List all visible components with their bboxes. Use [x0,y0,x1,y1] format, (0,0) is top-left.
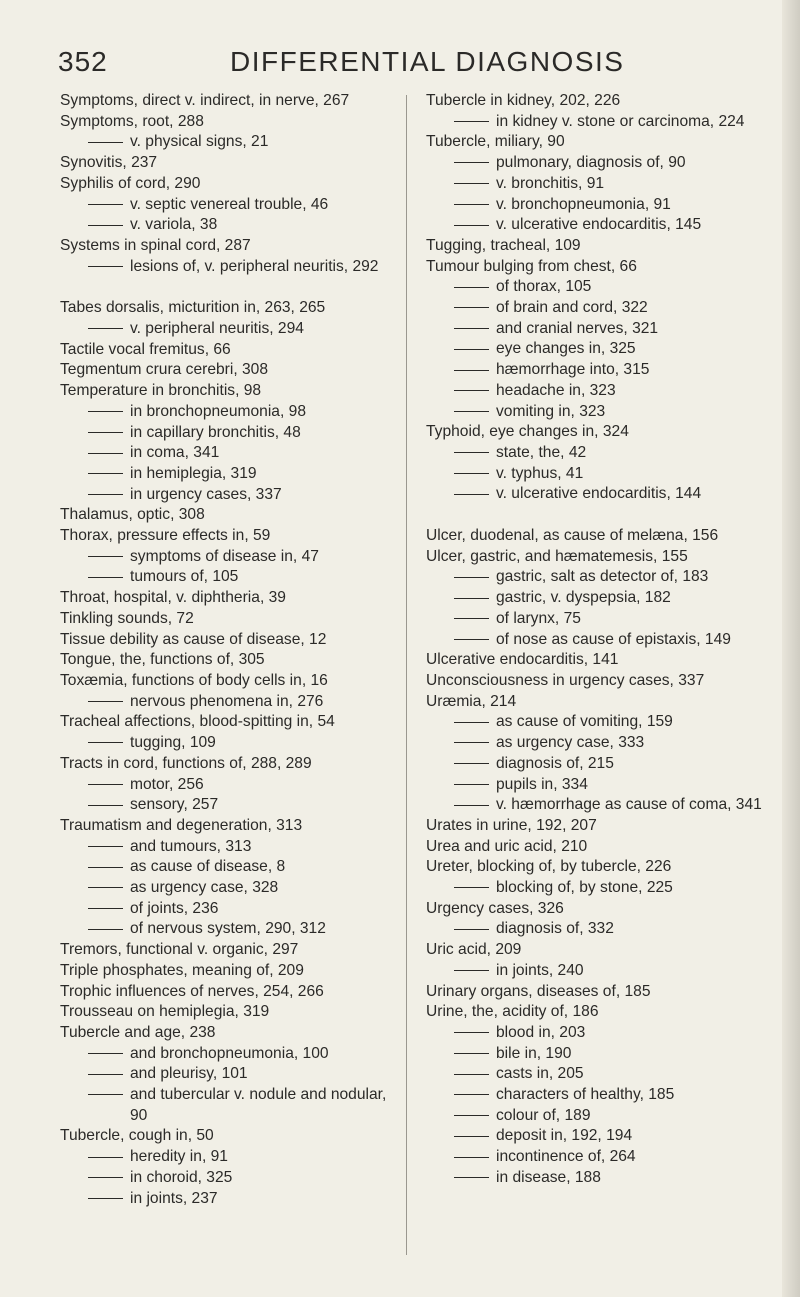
index-entry [426,650,764,671]
index-column-left [60,91,392,1209]
index-subentry [60,257,392,278]
ditto-dash [88,1198,123,1199]
entry-text: and tubercular v. nodule and nodular, 90 [130,1086,387,1124]
entry-text: in capillary bronchitis, 48 [130,423,301,441]
index-subentry [60,567,392,588]
ditto-dash [88,784,123,785]
ditto-dash [454,1032,489,1033]
ditto-dash [88,204,123,205]
entry-text: in urgency cases, 337 [130,485,282,503]
index-subentry [426,319,764,340]
entry-text: as cause of vomiting, 159 [496,713,673,731]
entry-text: vomiting in, 323 [496,402,606,420]
entry-text: v. septic venereal trouble, 46 [130,195,329,213]
entry-text: and bronchopneumonia, 100 [130,1044,329,1062]
index-entry [60,91,392,112]
index-subentry [426,588,764,609]
entry-text: Symptoms, root, 288 [60,112,204,130]
ditto-dash [88,867,123,868]
entry-text: as urgency case, 333 [496,734,645,752]
entry-text: in joints, 237 [130,1189,218,1207]
ditto-dash [88,473,123,474]
index-subentry [60,919,392,940]
index-subentry [426,754,764,775]
entry-text: of thorax, 105 [496,278,592,296]
entry-text: v. ulcerative endocarditis, 145 [496,216,702,234]
entry-text: and cranial nerves, 321 [496,319,659,337]
ditto-dash [88,1074,123,1075]
index-subentry [60,547,392,568]
index-subentry [426,381,764,402]
index-entry [60,526,392,547]
ditto-dash [88,328,123,329]
entry-text: Unconsciousness in urgency cases, 337 [426,671,705,689]
index-subentry [426,1168,764,1189]
index-entry [426,547,764,568]
index-subentry [60,775,392,796]
entry-text: gastric, salt as detector of, 183 [496,568,709,586]
index-entry [60,381,392,402]
ditto-dash [454,204,489,205]
index-subentry [60,733,392,754]
entry-text: Trousseau on hemiplegia, 319 [60,1003,270,1021]
entry-text: of larynx, 75 [496,609,581,627]
ditto-dash [454,452,489,453]
entry-text: Ulcer, gastric, and hæmatemesis, 155 [426,547,688,565]
index-subentry [426,733,764,754]
index-entry [426,1002,764,1023]
ditto-dash [454,162,489,163]
index-entry [60,505,392,526]
index-subentry [426,443,764,464]
entry-text: lesions of, v. peripheral neuritis, 292 [130,257,379,275]
entry-text: of joints, 236 [130,899,219,917]
entry-text: Urinary organs, diseases of, 185 [426,982,651,1000]
entry-text: Typhoid, eye changes in, 324 [426,423,629,441]
entry-text: as urgency case, 328 [130,879,279,897]
ditto-dash [88,929,123,930]
entry-text: Thalamus, optic, 308 [60,506,205,524]
ditto-dash [88,701,123,702]
entry-text: in coma, 341 [130,444,220,462]
entry-text: Tubercle, miliary, 90 [426,133,565,151]
entry-text: v. physical signs, 21 [130,133,269,151]
entry-text: Throat, hospital, v. diphtheria, 39 [60,589,286,607]
index-subentry [426,878,764,899]
entry-text: hæmorrhage into, 315 [496,361,650,379]
ditto-dash [88,494,123,495]
entry-text: bile in, 190 [496,1044,572,1062]
index-entry [426,692,764,713]
ditto-dash [454,1136,489,1137]
entry-text: Uræmia, 214 [426,692,517,710]
ditto-dash [454,1094,489,1095]
index-subentry [426,1044,764,1065]
index-entry [426,837,764,858]
entry-text: motor, 256 [130,775,204,793]
index-entry [60,609,392,630]
index-entry [60,153,392,174]
entry-text: Tabes dorsalis, micturition in, 263, 265 [60,299,326,317]
index-subentry [426,1064,764,1085]
index-subentry [426,961,764,982]
ditto-dash [88,266,123,267]
index-subentry [426,630,764,651]
ditto-dash [454,722,489,723]
index-entry [60,360,392,381]
index-entry [60,1023,392,1044]
ditto-dash [454,1074,489,1075]
entry-text: Tracts in cord, functions of, 288, 289 [60,754,312,772]
index-subentry [426,402,764,423]
entry-text: v. peripheral neuritis, 294 [130,320,304,338]
index-subentry [60,899,392,920]
entry-text: Tubercle in kidney, 202, 226 [426,92,621,109]
entry-text: characters of healthy, 185 [496,1086,675,1104]
index-entry [60,1002,392,1023]
ditto-dash [454,639,489,640]
index-subentry [426,277,764,298]
entry-text: Tracheal affections, blood-spitting in, 54 [60,713,335,731]
entry-text: of brain and cord, 322 [496,299,648,317]
index-entry [60,236,392,257]
entry-text: v. ulcerative endocarditis, 144 [496,485,702,503]
entry-text: gastric, v. dyspepsia, 182 [496,589,671,607]
ditto-dash [454,349,489,350]
ditto-dash [454,1157,489,1158]
entry-text: v. bronchopneumonia, 91 [496,195,671,213]
entry-text: state, the, 42 [496,443,587,461]
index-subentry [60,464,392,485]
entry-text: Synovitis, 237 [60,154,158,172]
ditto-dash [88,577,123,578]
index-subentry [60,878,392,899]
index-entry [426,132,764,153]
ditto-dash [454,494,489,495]
entry-text: Toxæmia, functions of body cells in, 16 [60,671,328,689]
ditto-dash [454,411,489,412]
index-subentry [60,195,392,216]
entry-text: Tongue, the, functions of, 305 [60,651,265,669]
ditto-dash [454,328,489,329]
ditto-dash [88,556,123,557]
ditto-dash [454,225,489,226]
ditto-dash [454,370,489,371]
column-divider [406,95,407,1255]
index-subentry [60,485,392,506]
ditto-dash [88,453,123,454]
index-subentry [60,795,392,816]
ditto-dash [454,618,489,619]
index-entry [426,899,764,920]
entry-text: in joints, 240 [496,961,584,979]
entry-text: Systems in spinal cord, 287 [60,236,251,254]
index-subentry [60,1085,392,1126]
ditto-dash [454,287,489,288]
entry-text: v. typhus, 41 [496,464,584,482]
entry-text: Thorax, pressure effects in, 59 [60,527,271,545]
entry-text: Triple phosphates, meaning of, 209 [60,961,304,979]
entry-text: pulmonary, diagnosis of, 90 [496,154,686,172]
index-subentry [426,153,764,174]
entry-text: colour of, 189 [496,1106,591,1124]
entry-text: Trophic influences of nerves, 254, 266 [60,982,324,1000]
index-subentry [426,112,764,133]
entry-text: blocking of, by stone, 225 [496,879,673,897]
entry-text: of nose as cause of epistaxis, 149 [496,630,731,648]
ditto-dash [454,390,489,391]
page-edge-shadow [782,0,800,1297]
index-entry [60,630,392,651]
entry-text: v. hæmorrhage as cause of coma, 341 [496,796,762,814]
index-entry [426,526,764,547]
ditto-dash [454,121,489,122]
index-entry [426,257,764,278]
index-subentry [426,919,764,940]
index-subentry [426,795,764,816]
index-entry [60,588,392,609]
index-entry [426,857,764,878]
ditto-dash [88,1157,123,1158]
index-entry [60,174,392,195]
index-subentry [426,567,764,588]
index-entry [426,671,764,692]
index-entry [426,91,764,112]
index-entry [426,816,764,837]
index-subentry [60,319,392,340]
index-subentry [426,1106,764,1127]
entry-text: heredity in, 91 [130,1148,228,1166]
entry-text: Tumour bulging from chest, 66 [426,257,637,275]
index-entry [426,982,764,1003]
index-column-right [426,91,764,1189]
ditto-dash [88,1094,123,1095]
ditto-dash [454,598,489,599]
ditto-dash [454,183,489,184]
entry-text: headache in, 323 [496,381,616,399]
entry-text: tugging, 109 [130,734,216,752]
entry-text: and pleurisy, 101 [130,1065,248,1083]
ditto-dash [88,1053,123,1054]
index-subentry [60,692,392,713]
entry-text: nervous phenomena in, 276 [130,692,324,710]
index-subentry [426,464,764,485]
ditto-dash [454,1115,489,1116]
index-subentry [426,174,764,195]
ditto-dash [454,970,489,971]
entry-text: and tumours, 313 [130,837,252,855]
ditto-dash [88,846,123,847]
page-header [58,46,748,80]
entry-text: sensory, 257 [130,796,219,814]
entry-text: Urates in urine, 192, 207 [426,816,597,834]
entry-text: in kidney v. stone or carcinoma, 224 [496,112,745,130]
entry-text: deposit in, 192, 194 [496,1127,633,1145]
entry-text: Traumatism and degeneration, 313 [60,816,303,834]
entry-text: tumours of, 105 [130,568,239,586]
index-entry [426,422,764,443]
entry-text: Urine, the, acidity of, 186 [426,1003,599,1021]
index-entry [60,961,392,982]
entry-text: v. bronchitis, 91 [496,174,605,192]
entry-text: Tugging, tracheal, 109 [426,236,581,254]
entry-text: casts in, 205 [496,1065,584,1083]
index-subentry [60,1044,392,1065]
index-entry [60,816,392,837]
index-subentry [60,132,392,153]
index-entry [60,1126,392,1147]
entry-text: Tegmentum crura cerebri, 308 [60,361,269,379]
index-subentry [60,1189,392,1210]
index-subentry [426,195,764,216]
index-subentry [60,443,392,464]
entry-text: in disease, 188 [496,1168,601,1186]
entry-text: Ulcer, duodenal, as cause of melæna, 156 [426,527,719,545]
ditto-dash [88,887,123,888]
entry-text: incontinence of, 264 [496,1148,636,1166]
index-subentry [60,1064,392,1085]
entry-text: Uric acid, 209 [426,941,522,959]
index-subentry [426,339,764,360]
index-subentry [60,857,392,878]
index-entry [60,112,392,133]
ditto-dash [88,142,123,143]
index-subentry [426,712,764,733]
entry-text: as cause of disease, 8 [130,858,286,876]
entry-text: Symptoms, direct v. indirect, in nerve, 267 [60,92,350,109]
index-subentry [60,215,392,236]
entry-text: Syphilis of cord, 290 [60,174,201,192]
ditto-dash [88,742,123,743]
index-entry [60,754,392,775]
ditto-dash [88,1177,123,1178]
entry-text: diagnosis of, 332 [496,920,614,938]
index-subentry [426,215,764,236]
index-subentry [60,837,392,858]
index-entry [60,671,392,692]
index-subentry [60,1168,392,1189]
entry-text: Tinkling sounds, 72 [60,609,194,627]
entry-text: Ulcerative endocarditis, 141 [426,651,619,669]
index-subentry [426,1126,764,1147]
index-entry [60,340,392,361]
entry-text: Tubercle and age, 238 [60,1023,216,1041]
entry-text: Tissue debility as cause of disease, 12 [60,630,327,648]
index-subentry [426,1085,764,1106]
entry-text: in hemiplegia, 319 [130,464,257,482]
index-entry [60,298,392,319]
entry-text: of nervous system, 290, 312 [130,920,326,938]
ditto-dash [454,763,489,764]
index-entry [60,712,392,733]
index-subentry [426,298,764,319]
entry-text: Ureter, blocking of, by tubercle, 226 [426,858,672,876]
index-subentry [426,1147,764,1168]
ditto-dash [454,929,489,930]
entry-text: Tremors, functional v. organic, 297 [60,941,299,959]
ditto-dash [454,1053,489,1054]
index-entry [426,236,764,257]
entry-text: Temperature in bronchitis, 98 [60,382,262,400]
index-subentry [426,1023,764,1044]
ditto-dash [88,411,123,412]
entry-text: Tactile vocal fremitus, 66 [60,340,231,358]
entry-text: in choroid, 325 [130,1168,233,1186]
index-subentry [426,360,764,381]
index-subentry [60,402,392,423]
entry-text: in bronchopneumonia, 98 [130,402,306,420]
ditto-dash [88,432,123,433]
ditto-dash [454,1177,489,1178]
ditto-dash [454,742,489,743]
index-subentry [60,423,392,444]
index-entry [60,982,392,1003]
index-subentry [426,484,764,505]
ditto-dash [88,225,123,226]
ditto-dash [454,307,489,308]
index-subentry [426,609,764,630]
running-title: DIFFERENTIAL DIAGNOSIS [230,46,625,77]
index-entry [60,650,392,671]
ditto-dash [454,784,489,785]
entry-text: symptoms of disease in, 47 [130,547,319,565]
entry-text: Tubercle, cough in, 50 [60,1127,214,1145]
index-subentry [60,1147,392,1168]
ditto-dash [88,805,123,806]
entry-text: Urea and uric acid, 210 [426,837,588,855]
entry-text: v. variola, 38 [130,216,218,234]
entry-text: eye changes in, 325 [496,340,636,358]
ditto-dash [454,805,489,806]
index-entry [426,940,764,961]
ditto-dash [454,473,489,474]
ditto-dash [454,887,489,888]
index-entry [60,940,392,961]
entry-text: diagnosis of, 215 [496,754,614,772]
entry-text: blood in, 203 [496,1023,586,1041]
entry-text: Urgency cases, 326 [426,899,564,917]
entry-text: pupils in, 334 [496,775,588,793]
page-number: 352 [58,46,108,77]
ditto-dash [454,577,489,578]
ditto-dash [88,908,123,909]
index-subentry [426,775,764,796]
